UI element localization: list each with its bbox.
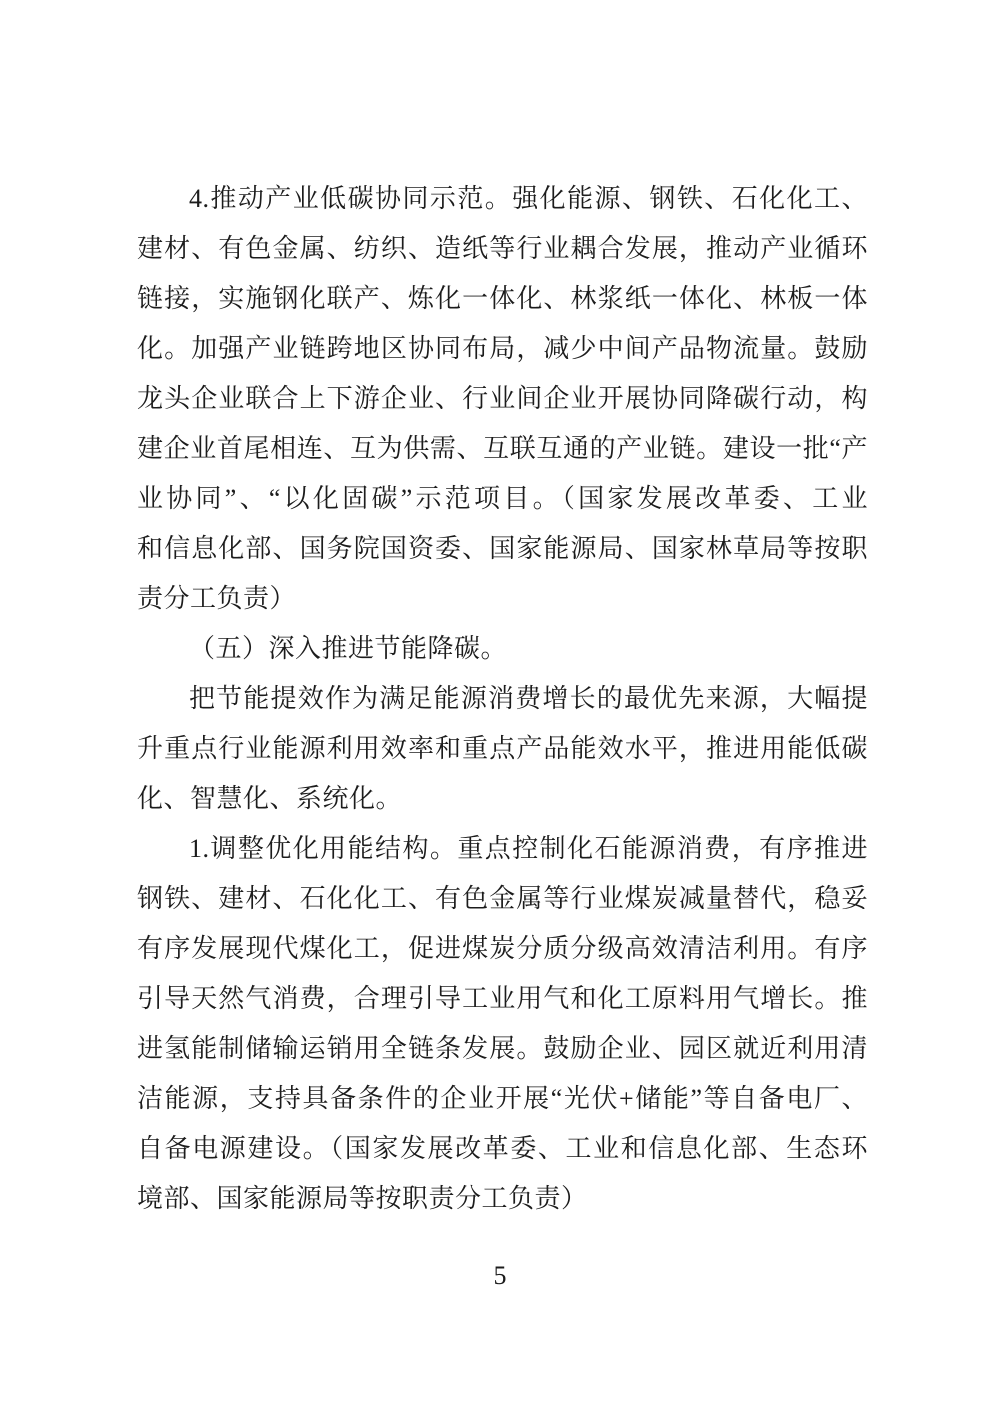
text-line: 升重点行业能源利用效率和重点产品能效水平，推进用能低碳 — [137, 734, 868, 763]
text-line: 龙头企业联合上下游企业、行业间企业开展协同降碳行动，构 — [137, 384, 868, 413]
page-number: 5 — [493, 1261, 507, 1290]
text-line: 链接，实施钢化联产、炼化一体化、林浆纸一体化、林板一体 — [137, 284, 868, 313]
text-line: 4.推动产业低碳协同示范。强化能源、钢铁、石化化工、 — [189, 184, 868, 213]
document-text — [137, 174, 868, 1224]
text-line: 责分工负责） — [137, 584, 297, 613]
text-line: 把节能提效作为满足能源消费增长的最优先来源，大幅提 — [189, 684, 868, 713]
text-line: 自备电源建设。（国家发展改革委、工业和信息化部、生态环 — [137, 1134, 868, 1163]
text-line: 有序发展现代煤化工，促进煤炭分质分级高效清洁利用。有序 — [137, 934, 868, 963]
text-line: 业协同”、“以化固碳”示范项目。（国家发展改革委、工业 — [137, 484, 868, 513]
text-line: 1.调整优化用能结构。重点控制化石能源消费，有序推进 — [189, 834, 868, 863]
text-line: 建企业首尾相连、互为供需、互联互通的产业链。建设一批“产 — [137, 434, 868, 463]
text-line: 和信息化部、国务院国资委、国家能源局、国家林草局等按职 — [137, 534, 868, 563]
text-line: 洁能源，支持具备条件的企业开展“光伏+储能”等自备电厂、 — [137, 1084, 868, 1113]
text-line: 引导天然气消费，合理引导工业用气和化工原料用气增长。推 — [137, 984, 868, 1013]
text-line: 进氢能制储输运销用全链条发展。鼓励企业、园区就近利用清 — [137, 1034, 868, 1063]
text-line: 境部、国家能源局等按职责分工负责） — [137, 1184, 588, 1213]
text-line: （五）深入推进节能降碳。 — [189, 634, 508, 663]
text-line: 化、智慧化、系统化。 — [137, 784, 403, 813]
text-line: 化。加强产业链跨地区协同布局，减少中间产品物流量。鼓励 — [137, 334, 868, 363]
text-line: 钢铁、建材、石化化工、有色金属等行业煤炭减量替代，稳妥 — [137, 884, 868, 913]
text-line: 建材、有色金属、纺织、造纸等行业耦合发展，推动产业循环 — [137, 234, 868, 263]
